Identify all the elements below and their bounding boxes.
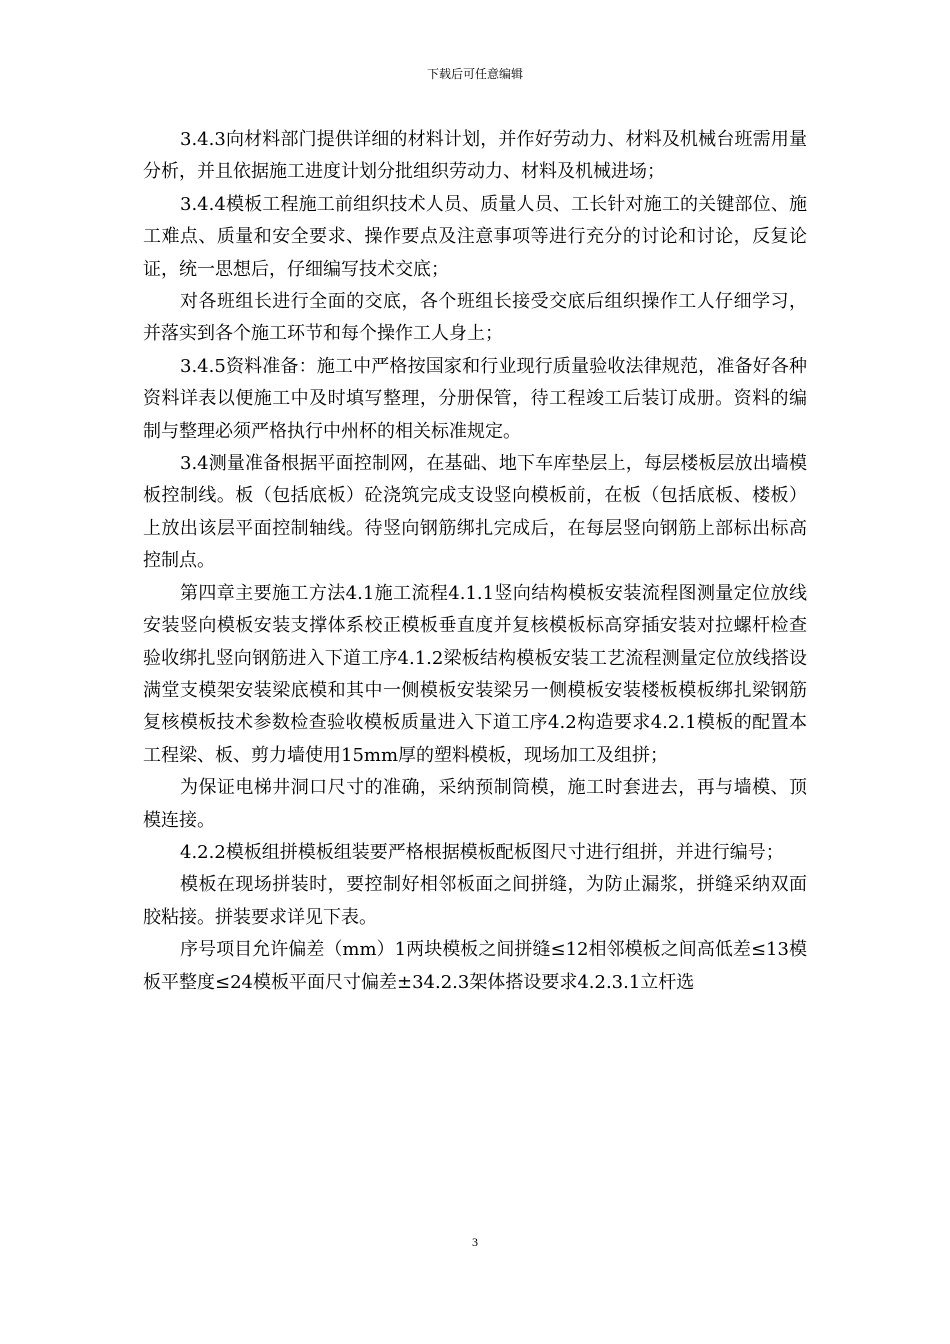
paragraph: 第四章主要施工方法4.1施工流程4.1.1竖向结构模板安装流程图测量定位放线安装竖向模板安装支撑体系校正模板垂直度并复核模板标高穿插安装对拉螺杆检查验收绑扎竖向钢筋进入下道工序4.1.2梁板结构模板安装工艺流程测量定位放线搭设满堂支模架安装梁底模和其中一侧模板安装梁另一侧模板安装楼板模板绑扎梁钢筋复核模板技术参数检查验收模板质量进入下道工序4.2构造要求4.2.1模板的配置本工程梁、板、剪力墙使用15mm厚的塑料模板，现场加工及组拼； [143,582,807,766]
page-header: 下载后可任意编辑 [426,67,523,81]
paragraph: 模板在现场拼装时，要控制好相邻板面之间拼缝，为防止漏浆，拼缝采纳双面胶粘接。拼装要求详见下表。 [143,874,807,928]
page-number: 3 [472,1235,478,1249]
paragraph: 为保证电梯井洞口尺寸的准确，采纳预制筒模，施工时套进去，再与墙模、顶模连接。 [143,777,807,831]
paragraph: 3.4.5资料准备：施工中严格按国家和行业现行质量验收法律规范，准备好各种资料详表以便施工中及时填写整理，分册保管，待工程竣工后装订成册。资料的编制与整理必须严格执行中州杯的相关标准规定。 [143,355,807,442]
paragraph: 3.4.3向材料部门提供详细的材料计划，并作好劳动力、材料及机械台班需用量分析，并且依据施工进度计划分批组织劳动力、材料及机械进场； [143,129,807,183]
paragraph: 3.4测量准备根据平面控制网，在基础、地下车库垫层上，每层楼板层放出墙模板控制线。板（包括底板）砼浇筑完成支设竖向模板前，在板（包括底板、楼板）上放出该层平面控制轴线。待竖向钢筋绑扎完成后，在每层竖向钢筋上部标出标高控制点。 [143,453,807,572]
document-body [143,124,807,999]
paragraph: 3.4.4模板工程施工前组织技术人员、质量人员、工长针对施工的关键部位、施工难点、质量和安全要求、操作要点及注意事项等进行充分的讨论和讨论，反复论证，统一思想后，仔细编写技术交底； [143,193,807,280]
paragraph: 序号项目允许偏差（mm）1两块模板之间拼缝≤12相邻模板之间高低差≤13模板平整度≤24模板平面尺寸偏差±34.2.3架体搭设要求4.2.3.1立杆选 [143,939,807,993]
paragraph: 4.2.2模板组拼模板组装要严格根据模板配板图尺寸进行组拼，并进行编号； [180,841,784,863]
paragraph: 对各班组长进行全面的交底，各个班组长接受交底后组织操作工人仔细学习，并落实到各个施工环节和每个操作工人身上； [143,291,807,345]
